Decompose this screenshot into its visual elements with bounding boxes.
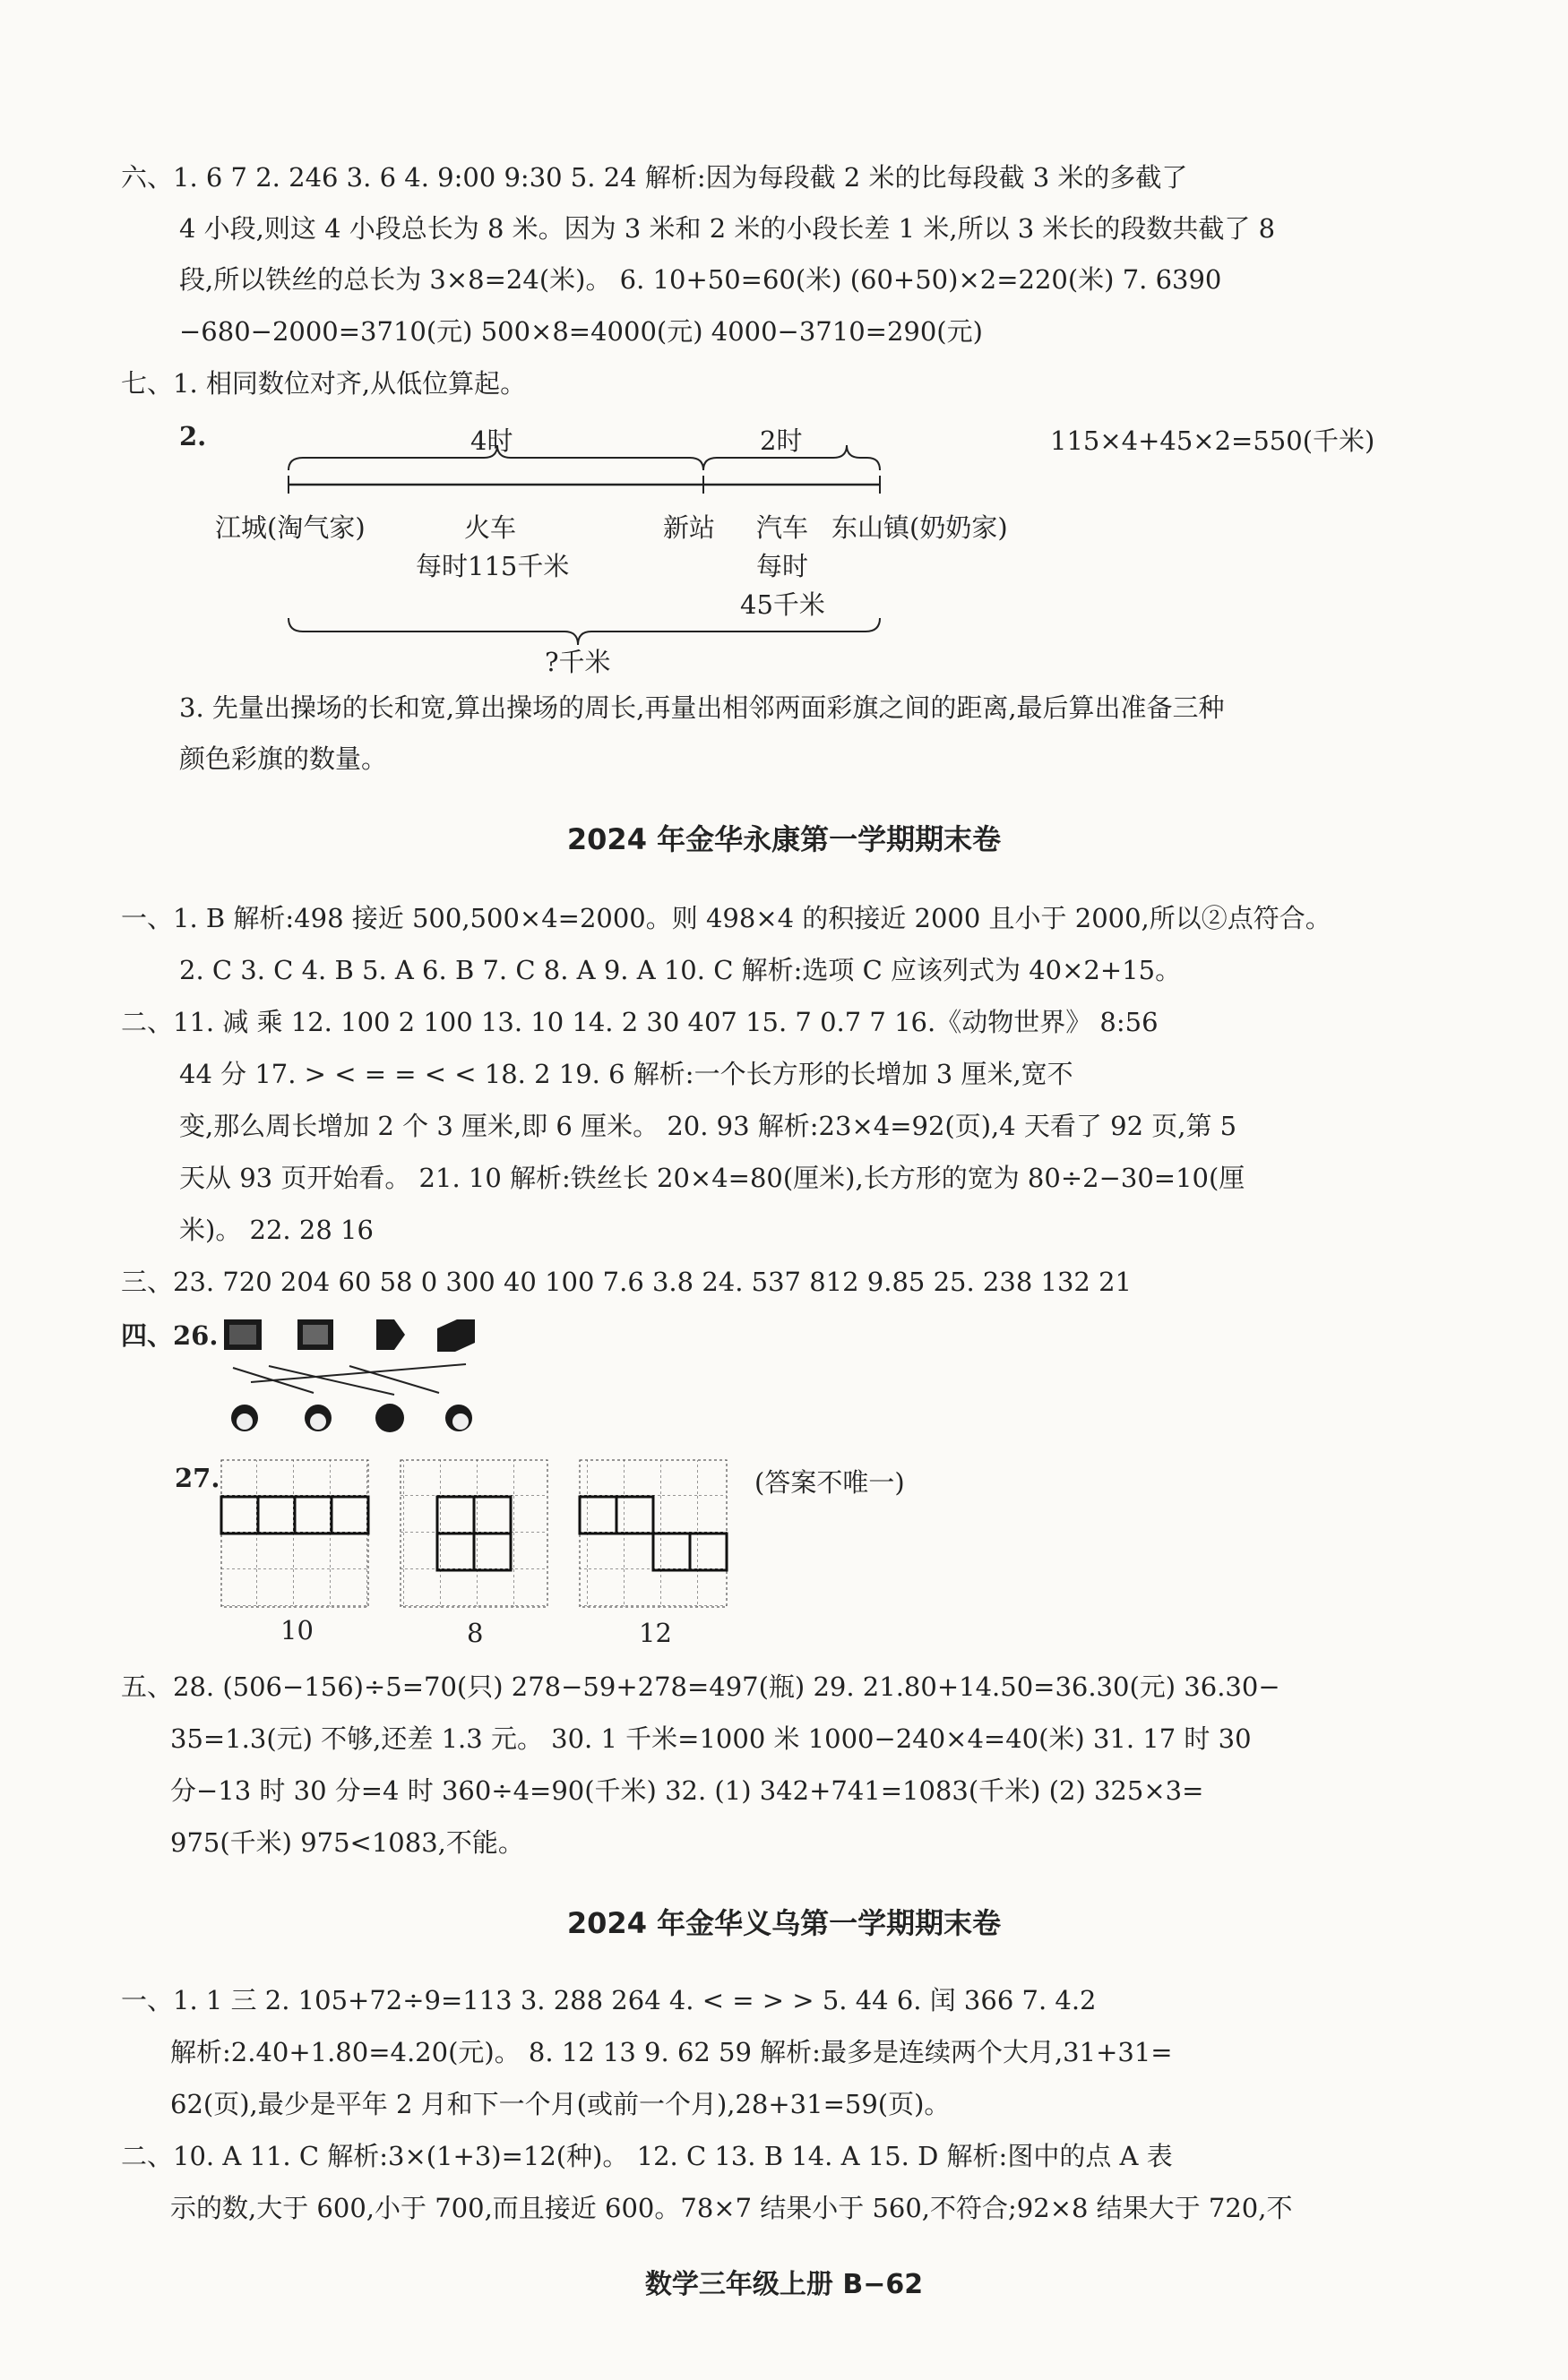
answer-line: 4 小段,则这 4 小段总长为 8 米。因为 3 米和 2 米的小段长差 1 米,所以 3 米长的段数共截了 8	[179, 213, 1276, 244]
car-speed: 45千米	[740, 589, 825, 620]
total-label: ?千米	[545, 647, 611, 677]
start-label: 江城(淘气家)	[215, 512, 366, 543]
segment-diagram	[197, 408, 1008, 685]
answer-line: 五、28. (506−156)÷5=70(只) 278−59+278=497(瓶) 29. 21.80+14.50=36.30(元) 36.30−	[121, 1671, 1280, 1702]
station-label: 新站	[663, 512, 716, 543]
answer-line: −680−2000=3710(元) 500×8=4000(元) 4000−3710=290(元)	[179, 316, 983, 347]
answer-line: 米)。 22. 28 16	[179, 1215, 374, 1245]
brace-label-2h: 2时	[760, 425, 803, 456]
question-answer: 115×4+45×2=550(千米)	[1050, 425, 1375, 456]
answer-line: 示的数,大于 600,小于 700,而且接近 600。78×7 结果小于 560,不符合;92×8 结果大于 720,不	[170, 2193, 1293, 2223]
answer-line: 颜色彩旗的数量。	[179, 743, 388, 774]
end-label: 东山镇(奶奶家)	[831, 512, 1008, 543]
answer-line: 段,所以铁丝的总长为 3×8=24(米)。 6. 10+50=60(米) (60+50)×2=220(米) 7. 6390	[179, 264, 1222, 295]
answer-line: 解析:2.40+1.80=4.20(元)。 8. 12 13 9. 62 59 解析:最多是连续两个大月,31+31=	[170, 2037, 1173, 2067]
answer-line: 六、1. 6 7 2. 246 3. 6 4. 9:00 9:30 5. 24 解析:因为每段截 2 米的比每段截 3 米的多截了	[121, 162, 1188, 193]
answer-line: 62(页),最少是平年 2 月和下一个月(或前一个月),28+31=59(页)。	[170, 2089, 951, 2119]
question-label: 四、26.	[121, 1320, 219, 1351]
question-label: 2.	[179, 421, 207, 451]
question-label: 27.	[175, 1463, 220, 1493]
train-label: 火车	[464, 512, 517, 543]
matching-figure	[215, 1312, 484, 1442]
answer-line: 分−13 时 30 分=4 时 360÷4=90(千米) 32. (1) 342+741=1083(千米) (2) 325×3=	[170, 1775, 1204, 1806]
answer-line: 一、1. 1 三 2. 105+72÷9=113 3. 288 264 4. < = > > 5. 44 6. 闰 366 7. 4.2	[121, 1985, 1097, 2015]
car-speed: 每时	[756, 551, 809, 581]
answer-line: 一、1. B 解析:498 接近 500,500×4=2000。则 498×4 的积接近 2000 且小于 2000,所以②点符合。	[121, 903, 1331, 933]
answer-note: (答案不唯一)	[754, 1467, 905, 1498]
page-footer: 数学三年级上册 B−62	[644, 2269, 924, 2300]
answer-line: 变,那么周长增加 2 个 3 厘米,即 6 厘米。 20. 93 解析:23×4=92(页),4 天看了 92 页,第 5	[179, 1111, 1237, 1141]
object-side-icon	[376, 1319, 405, 1350]
object-angle-icon	[437, 1319, 475, 1352]
car-label: 汽车	[756, 512, 809, 543]
grid-label: 12	[639, 1618, 672, 1648]
answer-line: 二、11. 减 乘 12. 100 2 100 13. 10 14. 2 30 407 15. 7 0.7 7 16.《动物世界》 8:56	[121, 1007, 1159, 1037]
section-heading: 2024 年金华义乌第一学期期末卷	[566, 1906, 1002, 1940]
answer-line: 2. C 3. C 4. B 5. A 6. B 7. C 8. A 9. A 10. C 解析:选项 C 应该列式为 40×2+15。	[179, 955, 1182, 985]
answer-line: 三、23. 720 204 60 58 0 300 40 100 7.6 3.8 24. 537 812 9.85 25. 238 132 21	[121, 1267, 1132, 1297]
brace-label-4h: 4时	[470, 425, 513, 456]
answer-line: 二、10. A 11. C 解析:3×(1+3)=12(种)。 12. C 13. B 14. A 15. D 解析:图中的点 A 表	[121, 2141, 1173, 2171]
grid-figures	[220, 1458, 739, 1646]
train-speed: 每时115千米	[416, 551, 570, 581]
grid-label: 10	[280, 1615, 314, 1645]
child-icon	[375, 1404, 404, 1432]
answer-line: 七、1. 相同数位对齐,从低位算起。	[121, 368, 527, 399]
answer-line: 天从 93 页开始看。 21. 10 解析:铁丝长 20×4=80(厘米),长方形的宽为 80÷2−30=10(厘	[179, 1163, 1245, 1193]
answer-line: 975(千米) 975<1083,不能。	[170, 1827, 524, 1858]
grid-label: 8	[467, 1618, 484, 1648]
answer-line: 3. 先量出操场的长和宽,算出操场的周长,再量出相邻两面彩旗之间的距离,最后算出准备三种	[179, 692, 1225, 723]
section-heading: 2024 年金华永康第一学期期末卷	[566, 822, 1002, 856]
answer-line: 35=1.3(元) 不够,还差 1.3 元。 30. 1 千米=1000 米 1000−240×4=40(米) 31. 17 时 30	[170, 1723, 1252, 1754]
answer-line: 44 分 17. > < = = < < 18. 2 19. 6 解析:一个长方形的长增加 3 厘米,宽不	[179, 1059, 1073, 1089]
